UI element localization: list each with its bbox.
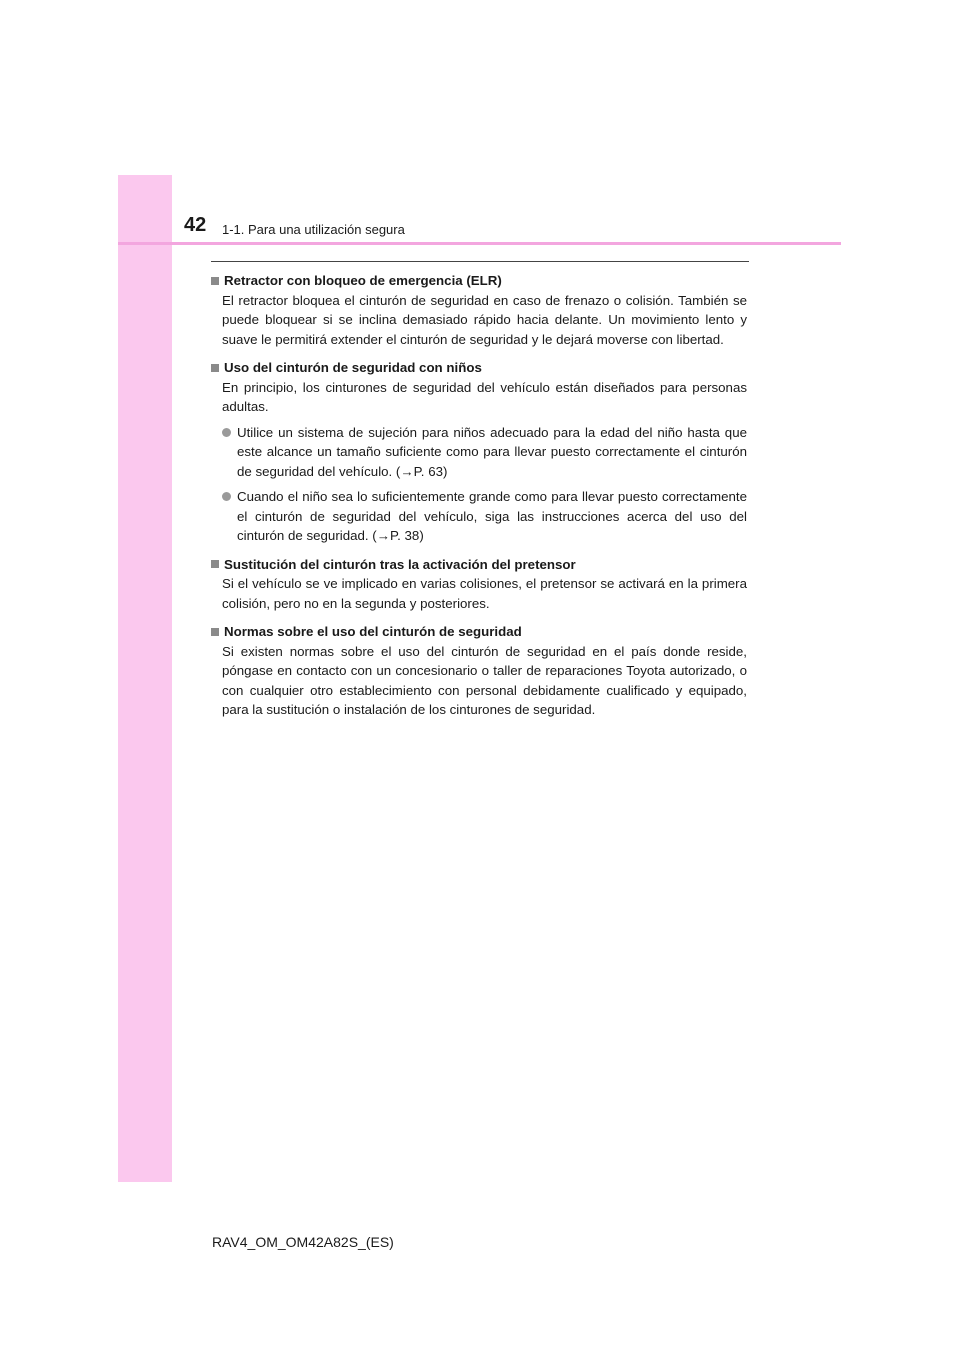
topic-heading [211, 622, 747, 642]
topic-regulations [211, 622, 747, 720]
topic-heading-text: Normas sobre el uso del cinturón de seguridad [224, 624, 522, 639]
topic-text: Si existen normas sobre el uso del cinturón de seguridad en el país donde reside, póngase en contacto con un concesionario o taller de reparaciones Toyota autorizado, o con cualquier otro establecimiento con personal debidamente cualificado y equipado, para la sustitución o instalación de los cinturones de seguridad. [222, 643, 747, 717]
topic-text: En principio, los cinturones de seguridad del vehículo están diseñados para personas adultas. [222, 379, 747, 414]
header-rule [118, 242, 841, 245]
topic-text: Si el vehículo se ve implicado en varias colisiones, el pretensor se activará en la primera colisión, pero no en la segunda y posteriores. [222, 576, 747, 611]
document-code: RAV4_OM_OM42A82S_(ES) [212, 1234, 394, 1250]
circle-bullet-icon [222, 492, 231, 501]
topic-heading-text: Uso del cinturón de seguridad con niños [224, 360, 482, 375]
topic-elr [211, 271, 747, 349]
topic-pretensioner [211, 555, 747, 614]
circle-bullet-icon [222, 428, 231, 437]
square-bullet-icon [211, 277, 219, 285]
list-item [222, 423, 747, 482]
section-title: 1-1. Para una utilización segura [222, 222, 405, 237]
square-bullet-icon [211, 628, 219, 636]
content-top-rule [211, 261, 749, 262]
topic-heading-text: Sustitución del cinturón tras la activación del pretensor [224, 556, 576, 572]
topic-heading [211, 358, 747, 378]
list-item-text: Utilice un sistema de sujeción para niños adecuado para la edad del niño hasta que este alcance un tamaño suficiente como para llevar puesto correctamente el cinturón de seguridad del vehículo. (→P. 63) [237, 424, 747, 479]
topic-text: El retractor bloquea el cinturón de seguridad en caso de frenazo o colisión. También se puede bloquear si se inclina demasiado rápido hacia delante. Un movimiento lento y suave le permitirá extender el cinturón de seguridad y le dejará moverse con libertad. [222, 292, 747, 347]
list-item [222, 487, 747, 546]
square-bullet-icon [211, 560, 219, 568]
side-color-band [118, 175, 172, 1182]
list-item-text: Cuando el niño sea lo suficientemente grande como para llevar puesto correctamente el cinturón de seguridad del vehículo, siga las instrucciones acerca del uso del cinturón de seguridad. (→P. 38) [237, 489, 747, 543]
page-number: 42 [184, 214, 207, 236]
topic-heading [211, 555, 747, 575]
content-body [211, 271, 747, 729]
topic-children [211, 358, 747, 546]
topic-heading [211, 271, 747, 291]
topic-heading-text: Retractor con bloqueo de emergencia (ELR) [224, 273, 502, 288]
square-bullet-icon [211, 364, 219, 372]
